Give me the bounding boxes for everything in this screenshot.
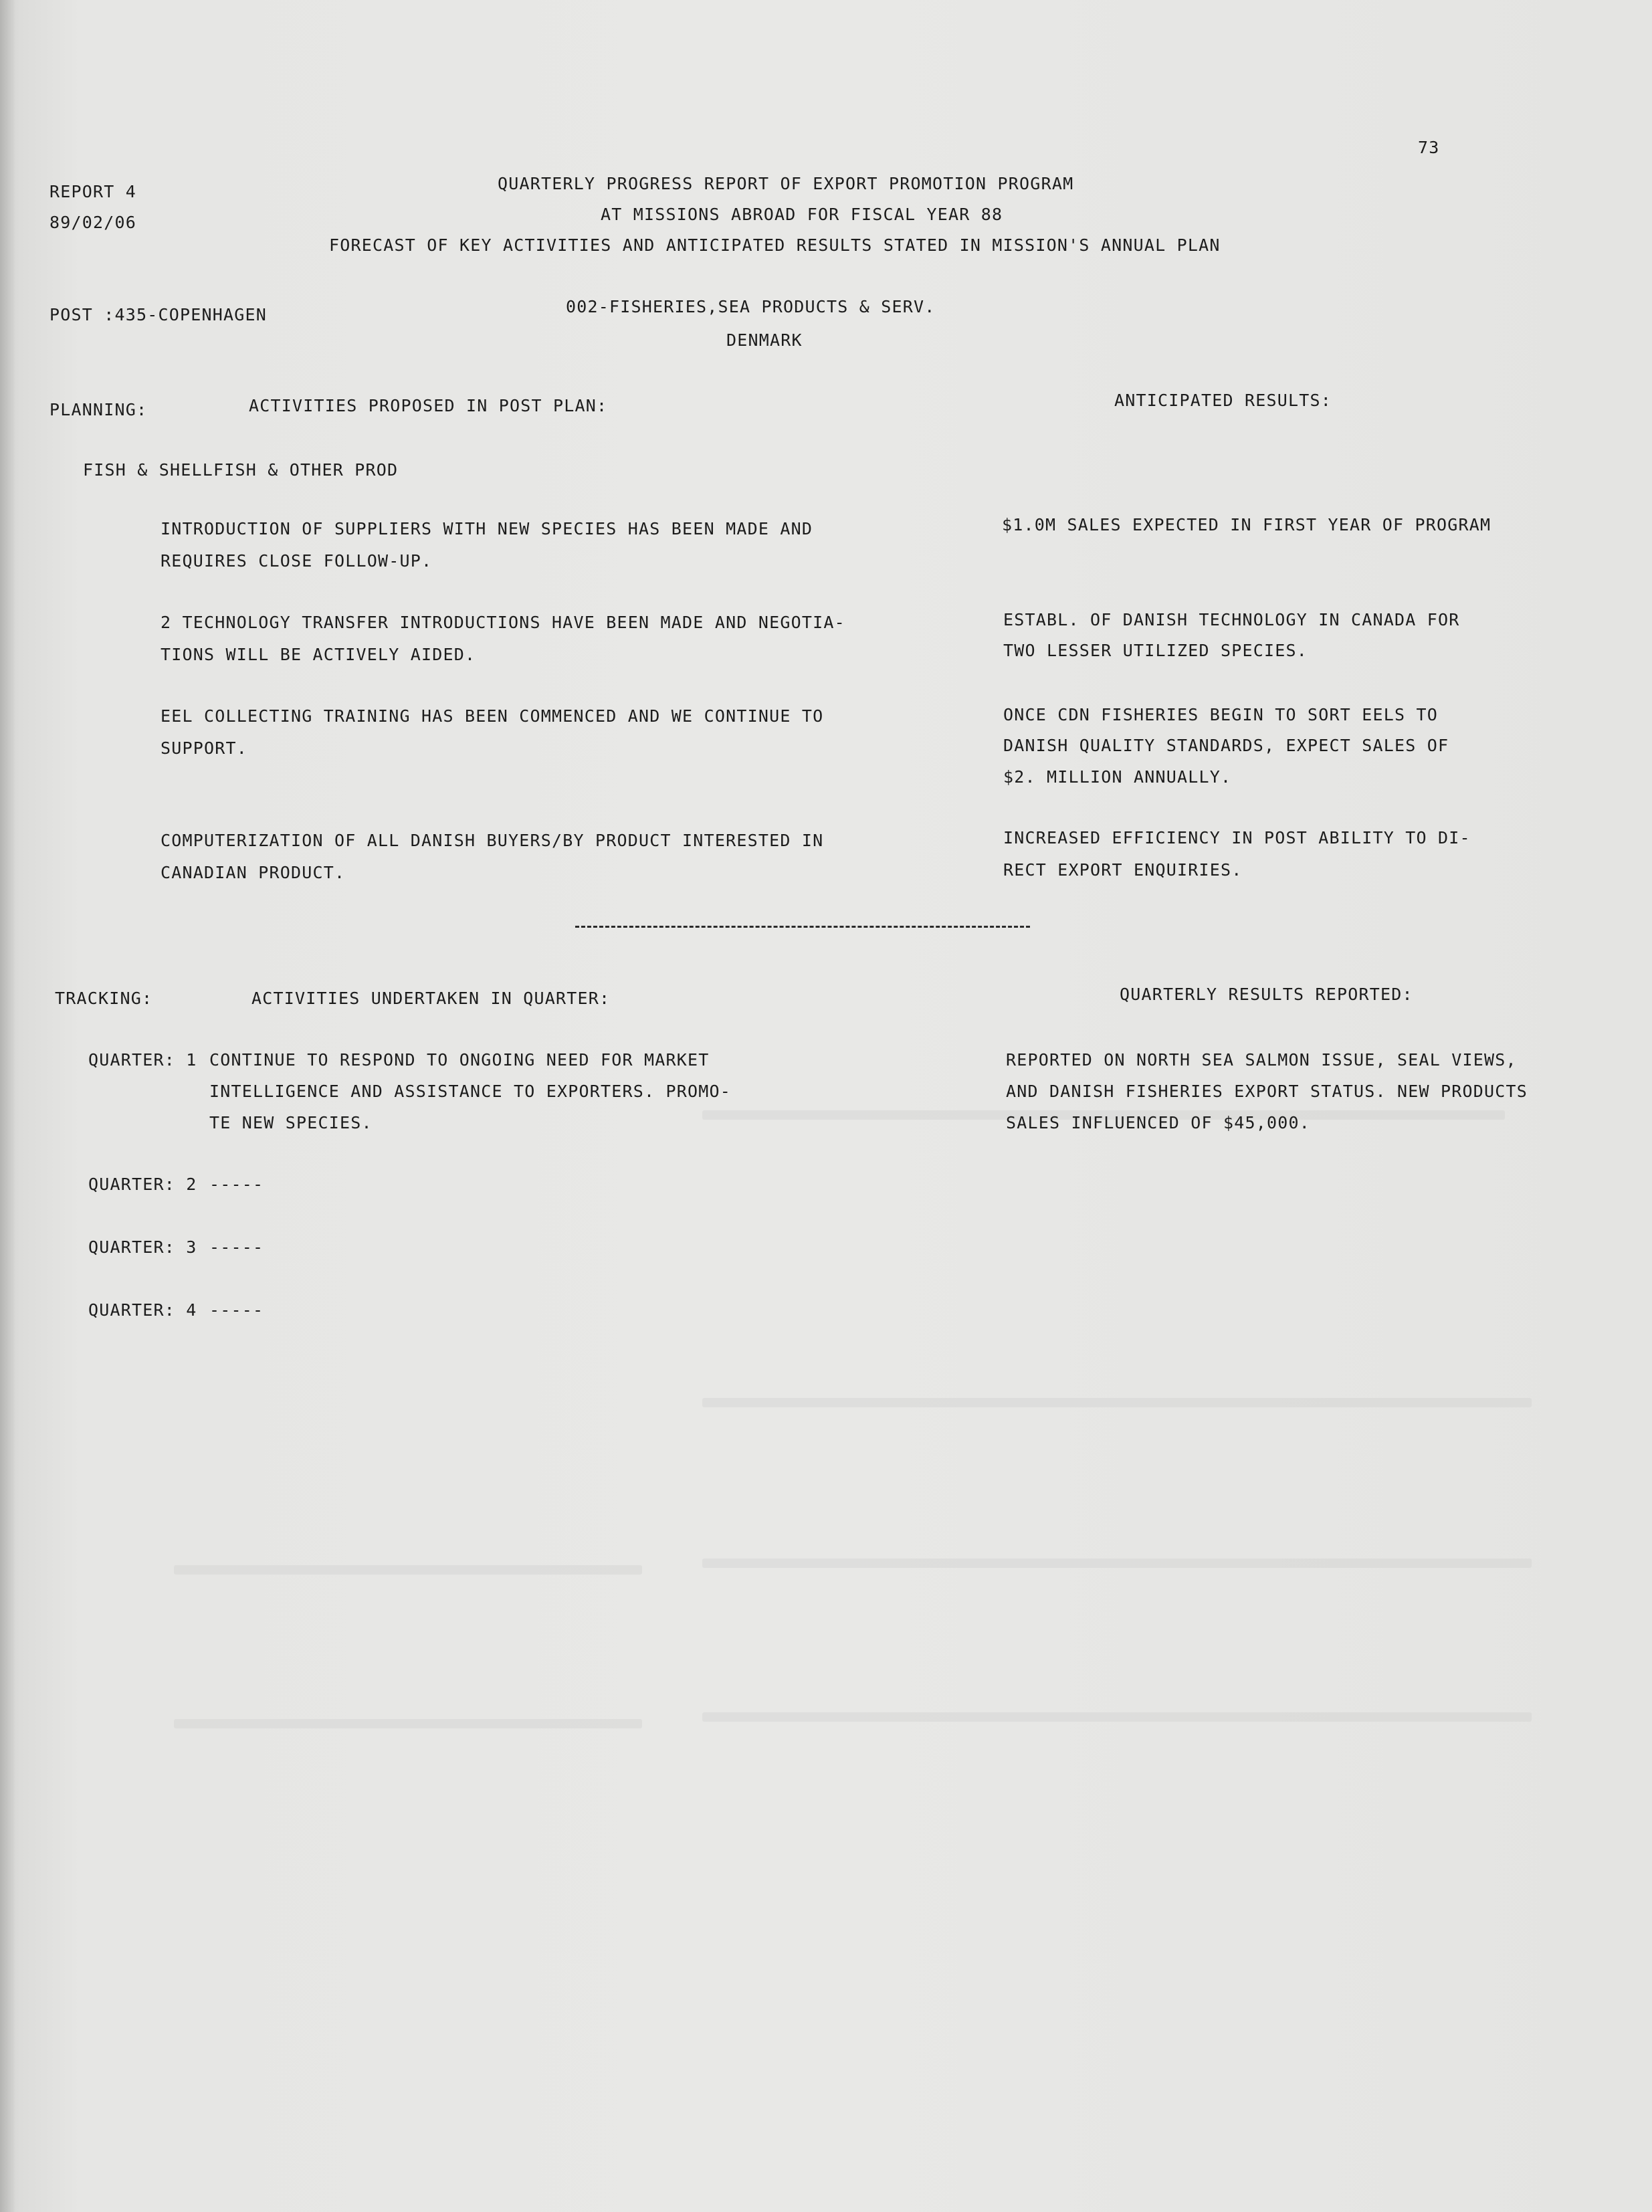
quarter-activity-line: ----- xyxy=(209,1175,264,1194)
report-date: 89/02/06 xyxy=(49,213,137,232)
planned-activity-line: EEL COLLECTING TRAINING HAS BEEN COMMENCED AND WE CONTINUE TO xyxy=(161,706,824,726)
post-label: POST :435-COPENHAGEN xyxy=(49,305,268,324)
anticipated-result-line: TWO LESSER UTILIZED SPECIES. xyxy=(1003,641,1308,660)
bleed-through xyxy=(174,1719,642,1728)
quarter-activity-line: INTELLIGENCE AND ASSISTANCE TO EXPORTERS. PROMO- xyxy=(209,1082,732,1101)
quarterly-results-heading: QUARTERLY RESULTS REPORTED: xyxy=(1120,985,1413,1004)
quarter-label: QUARTER: 4 xyxy=(88,1300,197,1320)
quarter-activity-line: ----- xyxy=(209,1300,264,1320)
anticipated-result-line: ESTABL. OF DANISH TECHNOLOGY IN CANADA FOR xyxy=(1003,610,1460,629)
anticipated-result-line: ONCE CDN FISHERIES BEGIN TO SORT EELS TO xyxy=(1003,705,1439,724)
quarter-result-line: REPORTED ON NORTH SEA SALMON ISSUE, SEAL VIEWS, xyxy=(1006,1050,1517,1070)
planning-activities-heading: ACTIVITIES PROPOSED IN POST PLAN: xyxy=(249,396,608,415)
report-number: REPORT 4 xyxy=(49,182,137,201)
quarter-activity-line: CONTINUE TO RESPOND TO ONGOING NEED FOR MARKET xyxy=(209,1050,710,1070)
product-group: FISH & SHELLFISH & OTHER PROD xyxy=(83,460,399,480)
tracking-label: TRACKING: xyxy=(55,989,153,1008)
report-subtitle: AT MISSIONS ABROAD FOR FISCAL YEAR 88 xyxy=(601,205,1003,224)
planning-label: PLANNING: xyxy=(49,400,148,419)
quarter-label: QUARTER: 1 xyxy=(88,1050,197,1070)
quarter-activity-line: ----- xyxy=(209,1237,264,1257)
page-edge-shadow xyxy=(0,0,15,2212)
anticipated-result-line: $2. MILLION ANNUALLY. xyxy=(1003,767,1232,787)
tracking-activities-heading: ACTIVITIES UNDERTAKEN IN QUARTER: xyxy=(251,989,611,1008)
report-description: FORECAST OF KEY ACTIVITIES AND ANTICIPATED RESULTS STATED IN MISSION'S ANNUAL PLAN xyxy=(329,235,1221,255)
quarter-activity-line: TE NEW SPECIES. xyxy=(209,1113,373,1132)
planned-activity-line: COMPUTERIZATION OF ALL DANISH BUYERS/BY PRODUCT INTERESTED IN xyxy=(161,831,824,850)
anticipated-result-line: DANISH QUALITY STANDARDS, EXPECT SALES OF xyxy=(1003,736,1449,755)
planned-activity-line: TIONS WILL BE ACTIVELY AIDED. xyxy=(161,645,476,664)
planned-activity-line: CANADIAN PRODUCT. xyxy=(161,863,346,882)
planned-activity-line: 2 TECHNOLOGY TRANSFER INTRODUCTIONS HAVE BEEN MADE AND NEGOTIA- xyxy=(161,613,845,632)
planned-activity-line: SUPPORT. xyxy=(161,738,248,758)
quarter-label: QUARTER: 2 xyxy=(88,1175,197,1194)
quarter-label: QUARTER: 3 xyxy=(88,1237,197,1257)
bleed-through xyxy=(702,1559,1532,1568)
planned-activity-line: INTRODUCTION OF SUPPLIERS WITH NEW SPECIES HAS BEEN MADE AND xyxy=(161,519,813,538)
anticipated-results-heading: ANTICIPATED RESULTS: xyxy=(1114,391,1332,410)
bleed-through xyxy=(702,1712,1532,1722)
page-number: 73 xyxy=(1418,138,1440,157)
anticipated-result-line: $1.0M SALES EXPECTED IN FIRST YEAR OF PROGRAM xyxy=(1002,515,1491,534)
quarter-result-line: AND DANISH FISHERIES EXPORT STATUS. NEW PRODUCTS xyxy=(1006,1082,1528,1101)
bleed-through xyxy=(174,1565,642,1575)
bleed-through xyxy=(702,1398,1532,1407)
planned-activity-line: REQUIRES CLOSE FOLLOW-UP. xyxy=(161,551,433,571)
section-divider xyxy=(575,926,1030,928)
anticipated-result-line: INCREASED EFFICIENCY IN POST ABILITY TO DI- xyxy=(1003,828,1471,847)
report-title: QUARTERLY PROGRESS REPORT OF EXPORT PROMOTION PROGRAM xyxy=(498,174,1074,193)
sector-label: 002-FISHERIES,SEA PRODUCTS & SERV. xyxy=(566,297,936,316)
quarter-result-line: SALES INFLUENCED OF $45,000. xyxy=(1006,1113,1311,1132)
country-label: DENMARK xyxy=(726,330,803,350)
anticipated-result-line: RECT EXPORT ENQUIRIES. xyxy=(1003,860,1243,880)
